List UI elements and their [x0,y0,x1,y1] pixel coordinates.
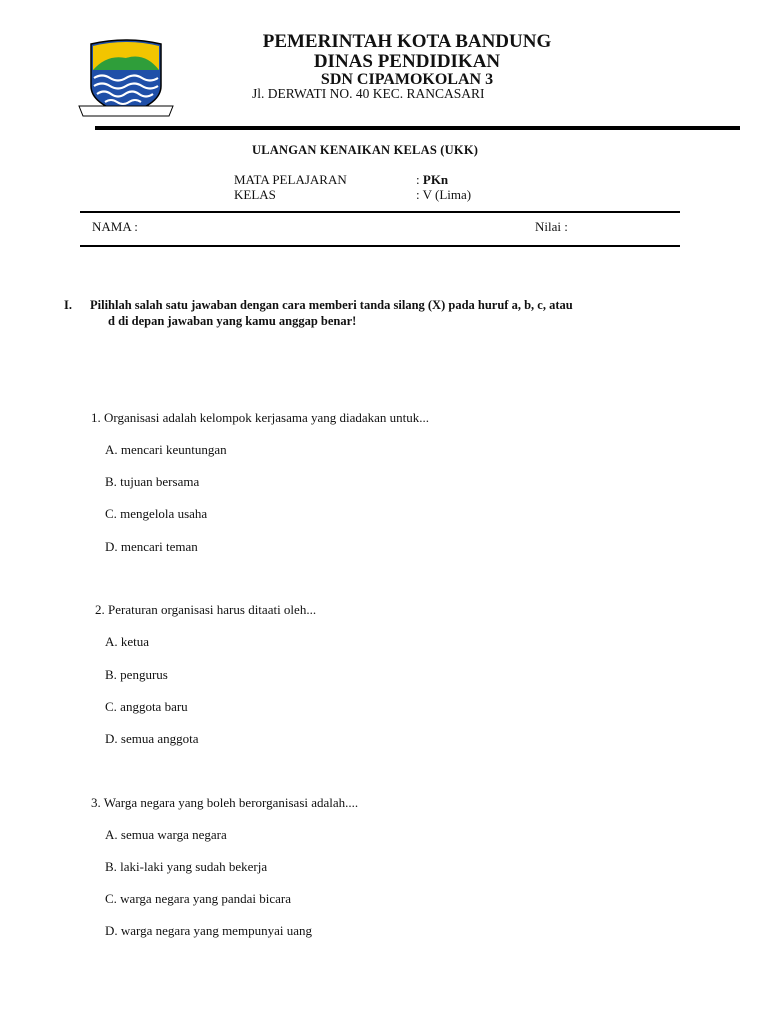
section-number: I. [64,298,72,312]
question-2-option-b[interactable]: B. pengurus [105,667,168,682]
score-label: Nilai : [535,219,568,234]
header-divider [95,126,740,130]
subject-label: MATA PELAJARAN [234,172,347,187]
government-heading: PEMERINTAH KOTA BANDUNG [262,31,552,52]
question-1-option-b[interactable]: B. tujuan bersama [105,474,200,489]
subject-name: PKn [422,172,449,187]
instruction-line-1: Pilihlah salah satu jawaban dengan cara memberi tanda silang (X) pada huruf a, b, c, atau [90,298,573,312]
department-heading: DINAS PENDIDIKAN [313,51,501,72]
class-value: : V (Lima) [416,187,472,202]
question-2: 2. Peraturan organisasi harus ditaati oleh... [95,602,317,617]
question-1: 1. Organisasi adalah kelompok kerjasama yang diadakan untuk... [91,410,430,425]
name-top-line [80,211,680,213]
class-label: KELAS [234,187,276,202]
question-3-option-a[interactable]: A. semua warga negara [105,827,227,842]
subject-value: : PKn [416,172,449,187]
question-1-option-a[interactable]: A. mencari keuntungan [105,442,227,457]
school-name: SDN CIPAMOKOLAN 3 [320,71,494,88]
question-1-option-d[interactable]: D. mencari teman [105,539,198,554]
name-bottom-line [80,245,680,247]
school-address: Jl. DERWATI NO. 40 KEC. RANCASARI [252,86,485,101]
question-1-option-c[interactable]: C. mengelola usaha [105,506,208,521]
exam-title: ULANGAN KENAIKAN KELAS (UKK) [252,143,479,157]
question-2-option-a[interactable]: A. ketua [105,634,150,649]
question-3-option-c[interactable]: C. warga negara yang pandai bicara [105,891,292,906]
question-2-option-c[interactable]: C. anggota baru [105,699,188,714]
question-3: 3. Warga negara yang boleh berorganisasi adalah.... [91,795,359,810]
instruction-line-2: d di depan jawaban yang kamu anggap benar! [108,314,357,328]
question-3-option-d[interactable]: D. warga negara yang mempunyai uang [105,923,312,938]
question-3-option-b[interactable]: B. laki-laki yang sudah bekerja [105,859,268,874]
name-label: NAMA : [92,219,138,234]
city-logo [77,36,175,122]
question-2-option-d[interactable]: D. semua anggota [105,731,199,746]
